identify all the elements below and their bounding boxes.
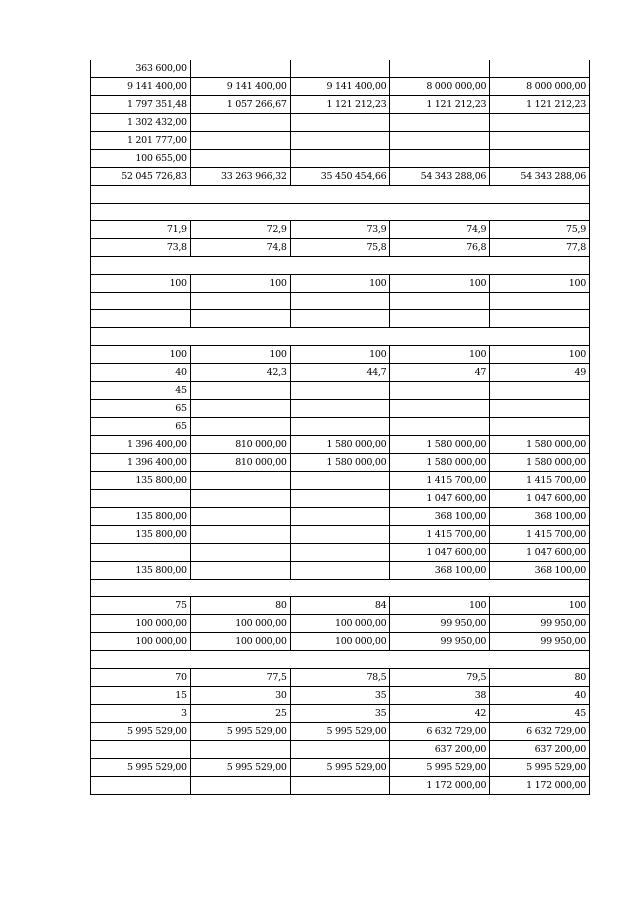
table-cell: 73,8 bbox=[91, 239, 191, 257]
table-cell: 100 bbox=[490, 345, 590, 363]
table-cell: 5 995 529,00 bbox=[290, 722, 390, 740]
table-row bbox=[91, 310, 590, 328]
table-cell: 1 580 000,00 bbox=[490, 453, 590, 471]
table-cell: 810 000,00 bbox=[190, 453, 290, 471]
table-cell: 1 057 266,67 bbox=[190, 96, 290, 114]
table-cell bbox=[390, 417, 490, 435]
table-cell: 1 580 000,00 bbox=[390, 453, 490, 471]
table-cell bbox=[290, 417, 390, 435]
table-cell bbox=[390, 292, 490, 310]
table-cell: 1 047 600,00 bbox=[490, 489, 590, 507]
table-cell: 49 bbox=[490, 363, 590, 381]
table-cell: 100 bbox=[390, 274, 490, 292]
table-cell: 1 415 700,00 bbox=[390, 471, 490, 489]
table-cell: 637 200,00 bbox=[490, 740, 590, 758]
table-row bbox=[91, 740, 590, 758]
table-cell: 100 bbox=[190, 274, 290, 292]
table-cell bbox=[290, 310, 390, 328]
table-cell: 15 bbox=[91, 686, 191, 704]
table-cell bbox=[190, 507, 290, 525]
table-cell bbox=[190, 399, 290, 417]
table-cell: 100 bbox=[91, 274, 191, 292]
table-cell bbox=[390, 381, 490, 399]
spreadsheet-fragment bbox=[90, 60, 590, 795]
table-row bbox=[91, 453, 590, 471]
table-row bbox=[91, 776, 590, 794]
table-cell: 100 bbox=[91, 345, 191, 363]
table-cell: 100 bbox=[290, 345, 390, 363]
table-row bbox=[91, 60, 590, 78]
table-cell: 100 bbox=[390, 345, 490, 363]
table-cell: 1 047 600,00 bbox=[390, 543, 490, 561]
table-cell: 1 580 000,00 bbox=[390, 435, 490, 453]
table-cell: 135 800,00 bbox=[91, 525, 191, 543]
table-cell bbox=[390, 60, 490, 78]
table-row bbox=[91, 150, 590, 168]
table-cell: 54 343 288,06 bbox=[490, 168, 590, 186]
table-cell bbox=[290, 114, 390, 132]
table-cell bbox=[290, 525, 390, 543]
table-row bbox=[91, 471, 590, 489]
table-cell: 100 bbox=[490, 274, 590, 292]
table-row bbox=[91, 722, 590, 740]
table-cell: 79,5 bbox=[390, 668, 490, 686]
table-cell: 368 100,00 bbox=[390, 507, 490, 525]
table-row bbox=[91, 203, 590, 221]
table-cell: 5 995 529,00 bbox=[190, 722, 290, 740]
table-cell bbox=[190, 561, 290, 579]
table-row bbox=[91, 597, 590, 615]
table-cell: 40 bbox=[91, 363, 191, 381]
table-cell: 65 bbox=[91, 399, 191, 417]
section-separator-row bbox=[91, 579, 590, 597]
table-cell bbox=[290, 543, 390, 561]
table-cell bbox=[190, 489, 290, 507]
table-row bbox=[91, 132, 590, 150]
table-cell: 1 121 212,23 bbox=[290, 96, 390, 114]
table-cell: 84 bbox=[290, 597, 390, 615]
table-cell bbox=[290, 740, 390, 758]
table-row bbox=[91, 221, 590, 239]
table-cell: 1 302 432,00 bbox=[91, 114, 191, 132]
table-cell bbox=[290, 776, 390, 794]
table-cell bbox=[390, 150, 490, 168]
table-cell bbox=[190, 60, 290, 78]
table-cell: 100 bbox=[390, 597, 490, 615]
table-cell bbox=[290, 561, 390, 579]
table-cell: 1 415 700,00 bbox=[490, 525, 590, 543]
table-cell bbox=[190, 114, 290, 132]
table-cell bbox=[490, 60, 590, 78]
table-cell: 74,9 bbox=[390, 221, 490, 239]
table-cell bbox=[91, 740, 191, 758]
table-cell: 47 bbox=[390, 363, 490, 381]
table-row bbox=[91, 668, 590, 686]
table-cell: 54 343 288,06 bbox=[390, 168, 490, 186]
table-cell bbox=[190, 471, 290, 489]
table-cell: 1 172 000,00 bbox=[490, 776, 590, 794]
table-cell: 368 100,00 bbox=[490, 507, 590, 525]
table-cell: 80 bbox=[190, 597, 290, 615]
table-cell: 65 bbox=[91, 417, 191, 435]
table-cell: 1 201 777,00 bbox=[91, 132, 191, 150]
table-cell: 45 bbox=[91, 381, 191, 399]
table-cell: 6 632 729,00 bbox=[390, 722, 490, 740]
table-cell: 9 141 400,00 bbox=[91, 78, 191, 96]
table-cell bbox=[490, 292, 590, 310]
table-cell bbox=[290, 471, 390, 489]
data-table bbox=[90, 60, 590, 795]
table-cell bbox=[390, 132, 490, 150]
table-cell bbox=[290, 292, 390, 310]
table-cell bbox=[490, 132, 590, 150]
table-cell bbox=[290, 399, 390, 417]
table-row bbox=[91, 633, 590, 651]
table-cell: 100 bbox=[290, 274, 390, 292]
table-cell: 44,7 bbox=[290, 363, 390, 381]
table-cell: 100 000,00 bbox=[290, 615, 390, 633]
table-row bbox=[91, 615, 590, 633]
table-cell: 45 bbox=[490, 704, 590, 722]
table-cell: 99 950,00 bbox=[390, 615, 490, 633]
table-cell: 1 580 000,00 bbox=[290, 453, 390, 471]
table-cell bbox=[290, 150, 390, 168]
table-cell: 99 950,00 bbox=[490, 615, 590, 633]
table-cell: 1 047 600,00 bbox=[490, 543, 590, 561]
table-cell: 100 000,00 bbox=[190, 615, 290, 633]
table-row bbox=[91, 186, 590, 204]
table-cell: 637 200,00 bbox=[390, 740, 490, 758]
table-cell: 72,9 bbox=[190, 221, 290, 239]
table-cell bbox=[190, 381, 290, 399]
table-cell bbox=[290, 381, 390, 399]
table-body bbox=[91, 60, 590, 794]
table-cell bbox=[290, 489, 390, 507]
table-cell: 8 000 000,00 bbox=[390, 78, 490, 96]
table-cell: 75,9 bbox=[490, 221, 590, 239]
table-cell: 75 bbox=[91, 597, 191, 615]
table-row bbox=[91, 292, 590, 310]
table-cell bbox=[390, 399, 490, 417]
table-cell: 1 415 700,00 bbox=[390, 525, 490, 543]
table-cell bbox=[91, 543, 191, 561]
table-cell bbox=[91, 776, 191, 794]
table-cell bbox=[91, 489, 191, 507]
section-separator-row bbox=[91, 651, 590, 669]
table-cell: 1 172 000,00 bbox=[390, 776, 490, 794]
table-cell: 3 bbox=[91, 704, 191, 722]
section-separator-row bbox=[91, 186, 590, 204]
table-row bbox=[91, 489, 590, 507]
table-cell bbox=[190, 292, 290, 310]
table-cell bbox=[490, 150, 590, 168]
table-cell: 9 141 400,00 bbox=[290, 78, 390, 96]
table-cell: 42 bbox=[390, 704, 490, 722]
table-row bbox=[91, 168, 590, 186]
table-row bbox=[91, 239, 590, 257]
table-cell: 100 000,00 bbox=[91, 633, 191, 651]
table-cell: 77,5 bbox=[190, 668, 290, 686]
table-cell: 35 bbox=[290, 686, 390, 704]
table-cell: 9 141 400,00 bbox=[190, 78, 290, 96]
table-row bbox=[91, 758, 590, 776]
table-cell bbox=[190, 310, 290, 328]
table-cell: 99 950,00 bbox=[490, 633, 590, 651]
table-cell bbox=[490, 310, 590, 328]
table-cell: 52 045 726,83 bbox=[91, 168, 191, 186]
table-cell: 33 263 966,32 bbox=[190, 168, 290, 186]
table-cell: 1 580 000,00 bbox=[290, 435, 390, 453]
table-cell bbox=[91, 292, 191, 310]
table-row bbox=[91, 328, 590, 346]
table-cell: 1 121 212,23 bbox=[390, 96, 490, 114]
table-cell bbox=[190, 417, 290, 435]
table-cell bbox=[490, 114, 590, 132]
table-cell: 368 100,00 bbox=[490, 561, 590, 579]
table-row bbox=[91, 579, 590, 597]
table-cell: 42,3 bbox=[190, 363, 290, 381]
table-row bbox=[91, 274, 590, 292]
table-cell: 100 000,00 bbox=[290, 633, 390, 651]
table-row bbox=[91, 543, 590, 561]
table-cell bbox=[490, 399, 590, 417]
table-cell: 1 797 351,48 bbox=[91, 96, 191, 114]
table-cell bbox=[490, 417, 590, 435]
table-cell bbox=[190, 150, 290, 168]
section-separator-row bbox=[91, 203, 590, 221]
table-cell: 100 000,00 bbox=[91, 615, 191, 633]
table-cell: 1 047 600,00 bbox=[390, 489, 490, 507]
table-cell: 6 632 729,00 bbox=[490, 722, 590, 740]
table-cell: 73,9 bbox=[290, 221, 390, 239]
section-separator-row bbox=[91, 257, 590, 275]
table-cell bbox=[390, 310, 490, 328]
table-cell: 363 600,00 bbox=[91, 60, 191, 78]
table-cell: 74,8 bbox=[190, 239, 290, 257]
table-cell: 99 950,00 bbox=[390, 633, 490, 651]
table-cell: 135 800,00 bbox=[91, 561, 191, 579]
table-cell bbox=[290, 60, 390, 78]
table-row bbox=[91, 435, 590, 453]
table-cell: 70 bbox=[91, 668, 191, 686]
table-row bbox=[91, 704, 590, 722]
table-cell: 135 800,00 bbox=[91, 507, 191, 525]
table-row bbox=[91, 525, 590, 543]
table-row bbox=[91, 363, 590, 381]
table-cell bbox=[190, 776, 290, 794]
table-cell: 5 995 529,00 bbox=[91, 722, 191, 740]
table-cell: 100 bbox=[190, 345, 290, 363]
table-cell bbox=[190, 525, 290, 543]
table-cell: 135 800,00 bbox=[91, 471, 191, 489]
table-cell bbox=[190, 740, 290, 758]
table-cell: 1 415 700,00 bbox=[490, 471, 590, 489]
table-cell: 71,9 bbox=[91, 221, 191, 239]
table-row bbox=[91, 686, 590, 704]
table-cell: 100 bbox=[490, 597, 590, 615]
table-cell: 80 bbox=[490, 668, 590, 686]
table-cell bbox=[91, 310, 191, 328]
table-cell: 1 580 000,00 bbox=[490, 435, 590, 453]
table-cell: 77,8 bbox=[490, 239, 590, 257]
table-cell: 5 995 529,00 bbox=[490, 758, 590, 776]
table-cell: 8 000 000,00 bbox=[490, 78, 590, 96]
table-cell bbox=[290, 507, 390, 525]
table-row bbox=[91, 78, 590, 96]
table-cell: 1 121 212,23 bbox=[490, 96, 590, 114]
table-cell: 76,8 bbox=[390, 239, 490, 257]
table-cell: 35 bbox=[290, 704, 390, 722]
table-cell bbox=[490, 381, 590, 399]
table-cell: 5 995 529,00 bbox=[290, 758, 390, 776]
table-cell: 35 450 454,66 bbox=[290, 168, 390, 186]
table-row bbox=[91, 417, 590, 435]
table-cell: 100 655,00 bbox=[91, 150, 191, 168]
table-cell: 810 000,00 bbox=[190, 435, 290, 453]
table-row bbox=[91, 561, 590, 579]
table-cell: 38 bbox=[390, 686, 490, 704]
table-cell: 30 bbox=[190, 686, 290, 704]
table-row bbox=[91, 96, 590, 114]
table-cell: 5 995 529,00 bbox=[390, 758, 490, 776]
table-cell: 25 bbox=[190, 704, 290, 722]
table-cell: 78,5 bbox=[290, 668, 390, 686]
table-row bbox=[91, 114, 590, 132]
table-row bbox=[91, 381, 590, 399]
table-row bbox=[91, 399, 590, 417]
table-cell: 5 995 529,00 bbox=[190, 758, 290, 776]
section-separator-row bbox=[91, 328, 590, 346]
table-cell bbox=[290, 132, 390, 150]
table-cell bbox=[190, 543, 290, 561]
table-cell bbox=[190, 132, 290, 150]
table-cell: 1 396 400,00 bbox=[91, 453, 191, 471]
table-cell: 5 995 529,00 bbox=[91, 758, 191, 776]
table-row bbox=[91, 651, 590, 669]
table-row bbox=[91, 507, 590, 525]
table-cell bbox=[390, 114, 490, 132]
table-cell: 368 100,00 bbox=[390, 561, 490, 579]
table-cell: 1 396 400,00 bbox=[91, 435, 191, 453]
table-row bbox=[91, 345, 590, 363]
table-cell: 100 000,00 bbox=[190, 633, 290, 651]
table-cell: 40 bbox=[490, 686, 590, 704]
table-row bbox=[91, 257, 590, 275]
table-cell: 75,8 bbox=[290, 239, 390, 257]
